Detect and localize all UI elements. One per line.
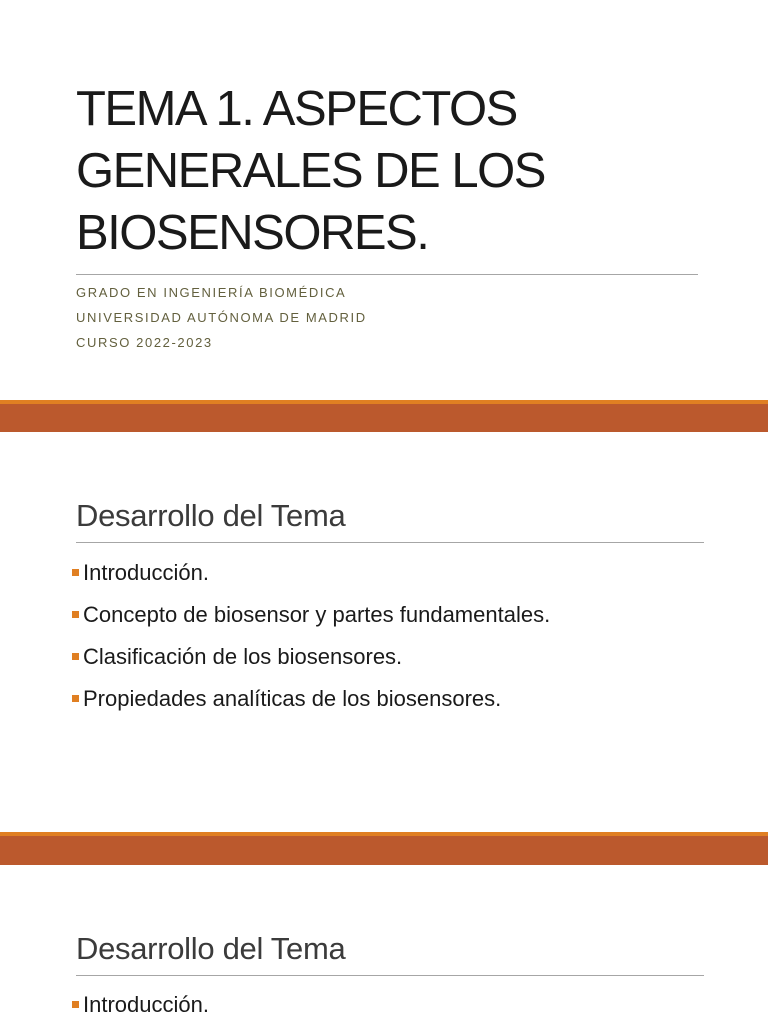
- heading-divider: [76, 975, 704, 976]
- subtitle-degree: GRADO EN INGENIERÍA BIOMÉDICA: [76, 285, 347, 300]
- bullet-item: [72, 984, 209, 1024]
- square-bullet-icon: [72, 653, 79, 660]
- square-bullet-icon: [72, 1001, 79, 1008]
- bullet-item: [72, 636, 550, 678]
- square-bullet-icon: [72, 695, 79, 702]
- bullet-text: Introducción.: [83, 992, 209, 1017]
- bullet-text: Introducción.: [83, 560, 209, 585]
- partial-content-slide: [0, 865, 768, 1024]
- heading-divider: [76, 542, 704, 543]
- square-bullet-icon: [72, 611, 79, 618]
- bullet-item: [72, 552, 550, 594]
- subtitle-block: [76, 280, 367, 355]
- bullet-item: [72, 594, 550, 636]
- subtitle-university: UNIVERSIDAD AUTÓNOMA DE MADRID: [76, 310, 367, 325]
- subtitle-course: CURSO 2022-2023: [76, 335, 213, 350]
- bullet-item: [72, 678, 550, 720]
- slide-separator-band: [0, 832, 768, 865]
- slide-title: TEMA 1. ASPECTOS GENERALES DE LOS BIOSENSORES.: [76, 82, 545, 260]
- bullet-text: Concepto de biosensor y partes fundamentales.: [83, 602, 551, 627]
- bullet-list: [72, 984, 209, 1024]
- title-slide: [0, 0, 768, 400]
- bullet-list: [72, 552, 550, 720]
- content-slide: [0, 432, 768, 832]
- square-bullet-icon: [72, 569, 79, 576]
- bullet-text: Clasificación de los biosensores.: [83, 644, 403, 669]
- slide-separator-band: [0, 400, 768, 432]
- title-divider: [76, 274, 698, 275]
- section-heading: Desarrollo del Tema: [76, 931, 346, 966]
- bullet-text: Propiedades analíticas de los biosensores.: [83, 686, 502, 711]
- section-heading: Desarrollo del Tema: [76, 498, 346, 533]
